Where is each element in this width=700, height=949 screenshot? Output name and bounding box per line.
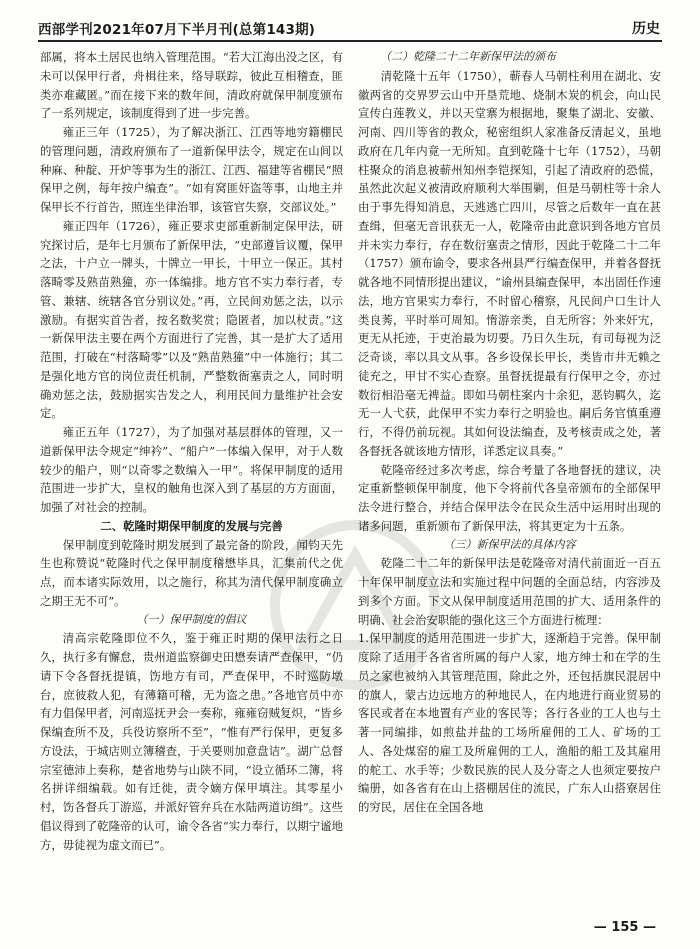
subsection-heading: （二）乾隆二十二年新保甲法的颁布 xyxy=(380,50,556,63)
paragraph: 部属，将本土居民也纳入管理范围。“若大江海出没之区，有未可以保甲行者，舟楫往来，络导联踪，彼此互相稽查，匪类亦难藏匿。”而在接下来的数年间，清政府就保甲制度颁布了一系列规定，该制度得到了进一步完善。 xyxy=(40,50,343,121)
paragraph: 雍正五年（1727），为了加强对基层群体的管理，又一道新保甲法令规定“绅衿”、“船户”一体编入保甲，对于人数较少的船户，则“以奇零之数编入一甲”。将保甲制度的适用范围进一步扩大，皇权的触角也深入到了基层的方方面面，加强了对社会的控制。 xyxy=(40,425,343,514)
paragraph: 乾隆二十二年的新保甲法是乾隆帝对清代前面近一百五十年保甲制度立法和实施过程中问题的全面总结，内容涉及到多个方面。下文从保甲制度适用范围的扩大、适用条件的明确、社会治安职能的强化这三个方面进行梳理： xyxy=(358,556,661,627)
left-column xyxy=(40,48,343,854)
journal-title: 西部学刊2021年07月下半月刊(总第143期) xyxy=(38,22,316,38)
subsection-heading: （三）新保甲法的具体内容 xyxy=(443,537,576,551)
paragraph: 1.保甲制度的适用范围进一步扩大，逐渐趋于完善。保甲制度除了适用于各省省所属的每户人家，地方绅士和在学的生员之家也被纳入其管理范围，除此之外，还包括旗民混居中的旗人，蒙古边远地方的种地民人，在内地进行商业贸易的客民或者在本地置有产业的客民等；各行各业的工人也与土著一同编排，如煎盐并盐的工场所雇佣的工人、矿场的工人、各处煤窑的雇工及所雇佣的工人，渔船的船工及其雇用的舵工、水手等；少数民族的民人及分寄之人也须定要按户编册，如各省有在山上搭棚居住的流民，广东人山搭寮居住的穷民，居住在全国各地 xyxy=(358,631,661,814)
subsection-heading: （一）保甲制度的倡议 xyxy=(136,612,247,626)
paragraph: 清乾隆十五年（1750），蕲春人马朝柱利用在湖北、安徽两省的交界罗云山中开垦荒地、烧制木炭的机会，向山民宣传白莲教义，并以天堂寨为根据地，聚集了湖北、安徽、河南、四川等省的教众，秘密组织人家准备反清起义，虽地政府在几年内竟一无所知。直到乾隆十七年（1752），马朝柱聚众的消息被蕲州知州李铠探知，引起了清政府的恐慌，虽然此次起义被清政府顺利大举围剿，但是马朝柱等十余人由于事先得知消息，天逃逃亡四川，尽管之后数年一直在甚查缉，但毫无音讯获无一人，乾隆帝由此意识到各地方官员并未实力奉行，存在数衍塞责之情形，因此于乾隆二十二年（1757）颁布谕令，要求各州县严行编查保甲，并着各督抚就各地不同情形提出建议，“谕州县编查保甲，本出固任作速法，地方官果实力奉行，不时留心稽察，凡民间户口生计人类良莠，平时举可周知。惰游亲类，自无所容；外来奸宄，更无从托迹，于吏治最为切要。乃日久生玩，有司每视为泛泛奇谈，率以具文从事。各乡设保长甲长，类皆市井无赖之徒充之，甲甘不实心查察。虽督抚提最有行保甲之令，亦过数衍相沿毫无裨益。即如马朝柱案内十余犯，恶钧羁久，迄无一人弋获，此保甲不实力奉行之明验也。嗣后务官慎重遵行，不得仍前玩视。其如何设法编查，及考核责成之处，著各督抚各就该地方情形，详悉定议具奏。” xyxy=(358,68,661,458)
right-column xyxy=(358,48,661,817)
paragraph: 雍正四年（1726），雍正要求吏部重新制定保甲法，研究探讨后，是年七月颁布了新保甲法，“史部遵旨议覆，保甲之法，十户立一牌头，十牌立一甲长，十甲立一保正。其村落畸零及熟苗熟獞，亦一体编排。地方官不实力奉行者，专管、兼辖、统辖各官分别议处。”再，立民间劝惩之法，以示激励。有据实首告者，按名数奖赏；隐匿者，加以杖责。”这一新保甲法主要在两个方面进行了完善，其一是扩大了适用范围，打破在“村落畸零”以及“熟苗熟獞”中一体施行；其二是强化地方官的岗位责任机制，严整数衙塞责之人，同时明确劝惩之法，鼓励据实告发之人，利用民间力量维护社会安定。 xyxy=(40,218,343,421)
paragraph: 清高宗乾隆即位不久，鉴于雍正时期的保甲法行之日久，执行多有懈怠，贵州道监察御史田懋奏请严查保甲，“仍请下令各督抚提镇，饬地方有司，严查保甲，不时巡防墩台，庶彼救人犯，有薄籍可稽，无为盗之患。”各地官员中亦有力倡保甲者，河南巡抚尹会一奏称，雍雍窃贼复炽，“皆乡保编查所不及，兵役访察所不至”，“惟有严行保甲，更复多方设法，于城店则立簿稽查，于关要则加意盘诘”。湖广总督宗室德沛上奏称，楚省地势与山陕不同，“设立循环二簿，将名拼详细编载。如有迁徙，责令嫡方保甲填注。其零星小村，饬各督兵丁游巡，并派好管弁兵在水陆两道访缉”。这些倡议得到了乾隆帝的认可，谕令各省“实力奉行，以期宁谧地方，毋徒视为虚文而已”。 xyxy=(40,631,343,852)
paragraph: 雍正三年（1725），为了解决浙江、江西等地穷籍棚民的管理问题，清政府颁布了一道新保甲法令，规定在山间以种麻、种靛、开炉等事为生的浙江、江西、福建等省棚民“照保甲之例，每年按户编查”。“如有窝匪奸盗等事，山地主并保甲长不行首告，照连坐律治罪，该管官失察，交部议处。” xyxy=(40,125,343,214)
paragraph: 乾隆帝经过多次考虑，综合考量了各地督抚的建议，决定重新整顿保甲制度，他下令将前代各皇帝颁布的全部保甲法令进行整合，并结合保甲法令在民众生活中运用时出现的诸多问题，重新颁布了新保甲法，将其更定为十五条。 xyxy=(358,462,661,533)
running-header xyxy=(38,14,662,42)
page-number: — 155 — xyxy=(593,920,656,935)
paragraph: 保甲制度到乾隆时期发展到了最完备的阶段，闻钧天先生也称赞说“乾隆时代之保甲制度稽懋毕具，汇集前代之优点，而本诸实际效用，以之施行，称其为清代保甲制度确立之期王无不可”。 xyxy=(40,537,343,608)
section-heading: 二、乾隆时期保甲制度的发展与完善 xyxy=(100,518,283,533)
section-tag: 历史 xyxy=(632,21,660,37)
